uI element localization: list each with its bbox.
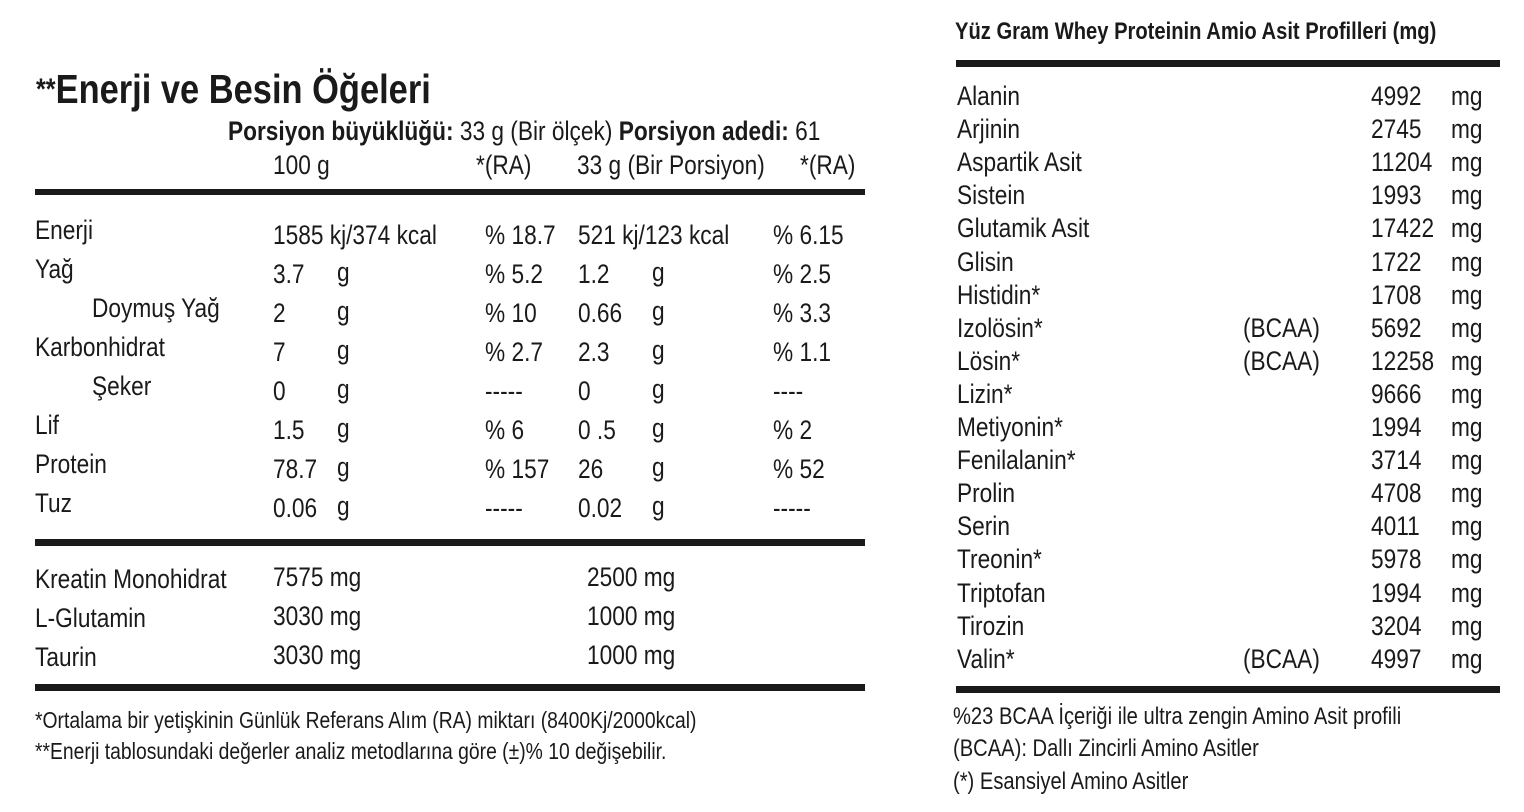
nutrient-ra-portion: % 2.5 — [773, 259, 831, 289]
supplement-name: L-Glutamin — [35, 603, 146, 633]
amino-unit: mg — [1451, 114, 1483, 145]
portion-size-label: Porsiyon büyüklüğü: — [228, 116, 454, 146]
amino-name: Serin — [957, 511, 1010, 542]
nutrition-title — [36, 66, 506, 113]
amino-footnote-essential: (*) Esansiyel Amino Asitler — [953, 768, 1189, 795]
supplement-value-portion: 1000 mg — [587, 601, 676, 631]
amino-value: 4011 — [1371, 511, 1420, 542]
supplement-value-100g: 3030 mg — [273, 640, 362, 670]
nutrients-divider — [35, 539, 865, 546]
nutrient-unit-portion: g — [652, 296, 665, 326]
nutrient-unit-portion: g — [652, 257, 665, 287]
nutrient-value-portion: 0.02 — [578, 493, 623, 523]
amino-name: Triptofan — [957, 577, 1046, 608]
nutrient-unit-portion: g — [652, 374, 665, 404]
nutrient-unit-100g: g — [337, 452, 350, 482]
amino-value: 9666 — [1371, 378, 1422, 409]
nutrient-unit-100g: g — [337, 335, 350, 365]
nutrient-ra-100g: % 157 — [485, 454, 550, 484]
nutrient-value-portion: 0.66 — [578, 298, 623, 328]
footnote-ra: *Ortalama bir yetişkinin Günlük Referans Alım (RA) miktarı (8400Kj/2000kcal) — [35, 707, 697, 733]
amino-value: 4992 — [1371, 81, 1422, 111]
supplement-name: Kreatin Monohidrat — [35, 564, 227, 594]
nutrient-ra-100g: % 10 — [485, 298, 537, 328]
nutrient-unit-100g: g — [337, 374, 350, 404]
amino-title: Yüz Gram Whey Proteinin Amio Asit Profilleri (mg) — [955, 18, 1437, 45]
amino-name: Izolösin* — [957, 312, 1043, 343]
nutrient-name: Lif — [35, 410, 59, 440]
nutrient-value-portion: 1.2 — [578, 259, 610, 289]
amino-name: Fenilalanin* — [957, 445, 1076, 476]
header-100g: 100 g — [273, 150, 330, 180]
amino-value: 2745 — [1371, 114, 1422, 145]
amino-value: 3714 — [1371, 445, 1422, 476]
nutrient-unit-100g: g — [337, 296, 350, 326]
amino-name: Glisin — [957, 246, 1014, 277]
amino-unit: mg — [1451, 345, 1483, 376]
nutrient-value-100g: 1.5 — [273, 415, 305, 445]
amino-name: Glutamik Asit — [957, 213, 1090, 244]
amino-name: Aspartik Asit — [957, 147, 1082, 178]
amino-unit: mg — [1451, 478, 1483, 509]
amino-name: Lösin* — [957, 345, 1021, 376]
amino-value: 3204 — [1371, 610, 1422, 641]
nutrient-ra-100g: % 2.7 — [485, 337, 543, 367]
nutrient-unit-100g: g — [337, 491, 350, 521]
portion-size-value: 33 g (Bir ölçek) — [459, 116, 613, 146]
amino-value: 1994 — [1371, 577, 1422, 608]
amino-unit: mg — [1451, 412, 1483, 442]
nutrient-ra-portion: % 1.1 — [773, 337, 831, 367]
amino-value: 5978 — [1371, 544, 1422, 575]
portion-count-value: 61 — [795, 116, 821, 146]
nutrient-unit-100g: g — [337, 413, 350, 443]
nutrient-unit-portion: g — [652, 452, 665, 482]
amino-unit: mg — [1451, 610, 1483, 641]
nutrient-value-100g: 2 — [273, 298, 286, 328]
amino-name: Histidin* — [957, 279, 1041, 310]
amino-value: 17422 — [1371, 213, 1435, 244]
amino-name: Lizin* — [957, 378, 1013, 409]
amino-name: Treonin* — [957, 544, 1042, 575]
amino-unit: mg — [1451, 511, 1483, 542]
amino-unit: mg — [1451, 180, 1483, 211]
nutrition-title-text: Enerji ve Besin Öğeleri — [55, 66, 431, 112]
amino-bcaa-tag: (BCAA) — [1243, 312, 1320, 343]
amino-unit: mg — [1451, 147, 1483, 178]
amino-unit: mg — [1451, 577, 1483, 608]
amino-value: 12258 — [1371, 345, 1435, 376]
amino-value: 1993 — [1371, 180, 1422, 211]
nutrient-name: Şeker — [92, 371, 152, 401]
amino-footnote-bcaa-def: (BCAA): Dallı Zincirli Amino Asitler — [953, 735, 1259, 762]
nutrient-name: Protein — [35, 449, 107, 479]
nutrient-value-portion: 0 — [578, 376, 591, 406]
amino-value: 1994 — [1371, 412, 1422, 442]
amino-bcaa-tag: (BCAA) — [1243, 345, 1320, 376]
amino-unit: mg — [1451, 544, 1483, 575]
nutrient-value-100g: 78.7 — [273, 454, 318, 484]
nutrient-ra-portion: ---- — [773, 376, 804, 406]
portion-info — [228, 116, 933, 146]
nutrient-ra-100g: ----- — [485, 376, 523, 406]
amino-value: 11204 — [1371, 147, 1433, 178]
amino-unit: mg — [1451, 312, 1483, 343]
amino-name: Alanin — [957, 81, 1021, 111]
amino-unit: mg — [1451, 445, 1483, 476]
nutrient-ra-100g: % 6 — [485, 415, 525, 445]
amino-footnote-bcaa-content: %23 BCAA İçeriği ile ultra zengin Amino Asit profili — [953, 703, 1402, 730]
header-portion: 33 g (Bir Porsiyon) — [577, 150, 765, 180]
amino-name: Tirozin — [957, 610, 1025, 641]
supplement-value-portion: 1000 mg — [587, 640, 676, 670]
amino-top-divider — [956, 60, 1500, 67]
amino-unit: mg — [1451, 643, 1483, 674]
nutrient-name: Doymuş Yağ — [92, 293, 220, 323]
nutrient-value-100g: 1585 kj/374 kcal — [273, 220, 437, 250]
header-divider — [35, 189, 865, 195]
amino-bottom-divider — [956, 686, 1500, 693]
nutrient-unit-portion: g — [652, 335, 665, 365]
nutrient-ra-100g: % 18.7 — [485, 220, 556, 250]
amino-value: 1708 — [1371, 279, 1422, 310]
nutrient-ra-portion: % 52 — [773, 454, 825, 484]
amino-value: 4997 — [1371, 643, 1422, 674]
amino-name: Valin* — [957, 643, 1015, 674]
amino-name: Arjinin — [957, 114, 1021, 145]
supplement-name: Taurin — [35, 642, 97, 672]
title-stars: ** — [36, 73, 56, 106]
nutrient-value-100g: 7 — [273, 337, 286, 367]
nutrient-value-portion: 521 kj/123 kcal — [578, 220, 730, 250]
nutrient-value-100g: 3.7 — [273, 259, 305, 289]
nutrient-ra-100g: % 5.2 — [485, 259, 543, 289]
amino-unit: mg — [1451, 279, 1483, 310]
amino-unit: mg — [1451, 81, 1483, 111]
nutrient-ra-100g: ----- — [485, 493, 523, 523]
amino-unit: mg — [1451, 378, 1483, 409]
nutrient-unit-portion: g — [652, 413, 665, 443]
nutrient-value-portion: 2.3 — [578, 337, 610, 367]
amino-value: 4708 — [1371, 478, 1422, 509]
footnote-energy: **Enerji tablosundaki değerler analiz metodlarına göre (±)% 10 değişebilir. — [35, 738, 667, 764]
amino-name: Sistein — [957, 180, 1026, 211]
supplement-value-100g: 3030 mg — [273, 601, 362, 631]
nutrient-name: Tuz — [35, 488, 72, 518]
header-ra-100g: *(RA) — [476, 150, 532, 180]
nutrient-ra-portion: % 6.15 — [773, 220, 844, 250]
nutrient-value-100g: 0.06 — [273, 493, 318, 523]
nutrient-value-portion: 0 .5 — [578, 415, 616, 445]
nutrient-name: Yağ — [35, 254, 74, 284]
portion-count-label: Porsiyon adedi: — [618, 116, 789, 146]
supplement-value-portion: 2500 mg — [587, 562, 676, 592]
nutrient-unit-portion: g — [652, 491, 665, 521]
nutrient-ra-portion: ----- — [773, 493, 811, 523]
nutrient-value-100g: 0 — [273, 376, 286, 406]
supplement-value-100g: 7575 mg — [273, 562, 362, 592]
nutrient-name: Enerji — [35, 215, 93, 245]
amino-value: 1722 — [1371, 246, 1422, 277]
nutrient-value-portion: 26 — [578, 454, 604, 484]
nutrient-ra-portion: % 3.3 — [773, 298, 831, 328]
amino-unit: mg — [1451, 246, 1483, 277]
amino-name: Prolin — [957, 478, 1015, 509]
nutrient-unit-100g: g — [337, 257, 350, 287]
nutrient-ra-portion: % 2 — [773, 415, 813, 445]
amino-unit: mg — [1451, 213, 1483, 244]
amino-bcaa-tag: (BCAA) — [1243, 643, 1320, 674]
amino-value: 5692 — [1371, 312, 1422, 343]
nutrient-name: Karbonhidrat — [35, 332, 165, 362]
supplements-divider — [35, 684, 865, 691]
amino-name: Metiyonin* — [957, 412, 1063, 442]
header-ra-portion: *(RA) — [800, 150, 856, 180]
